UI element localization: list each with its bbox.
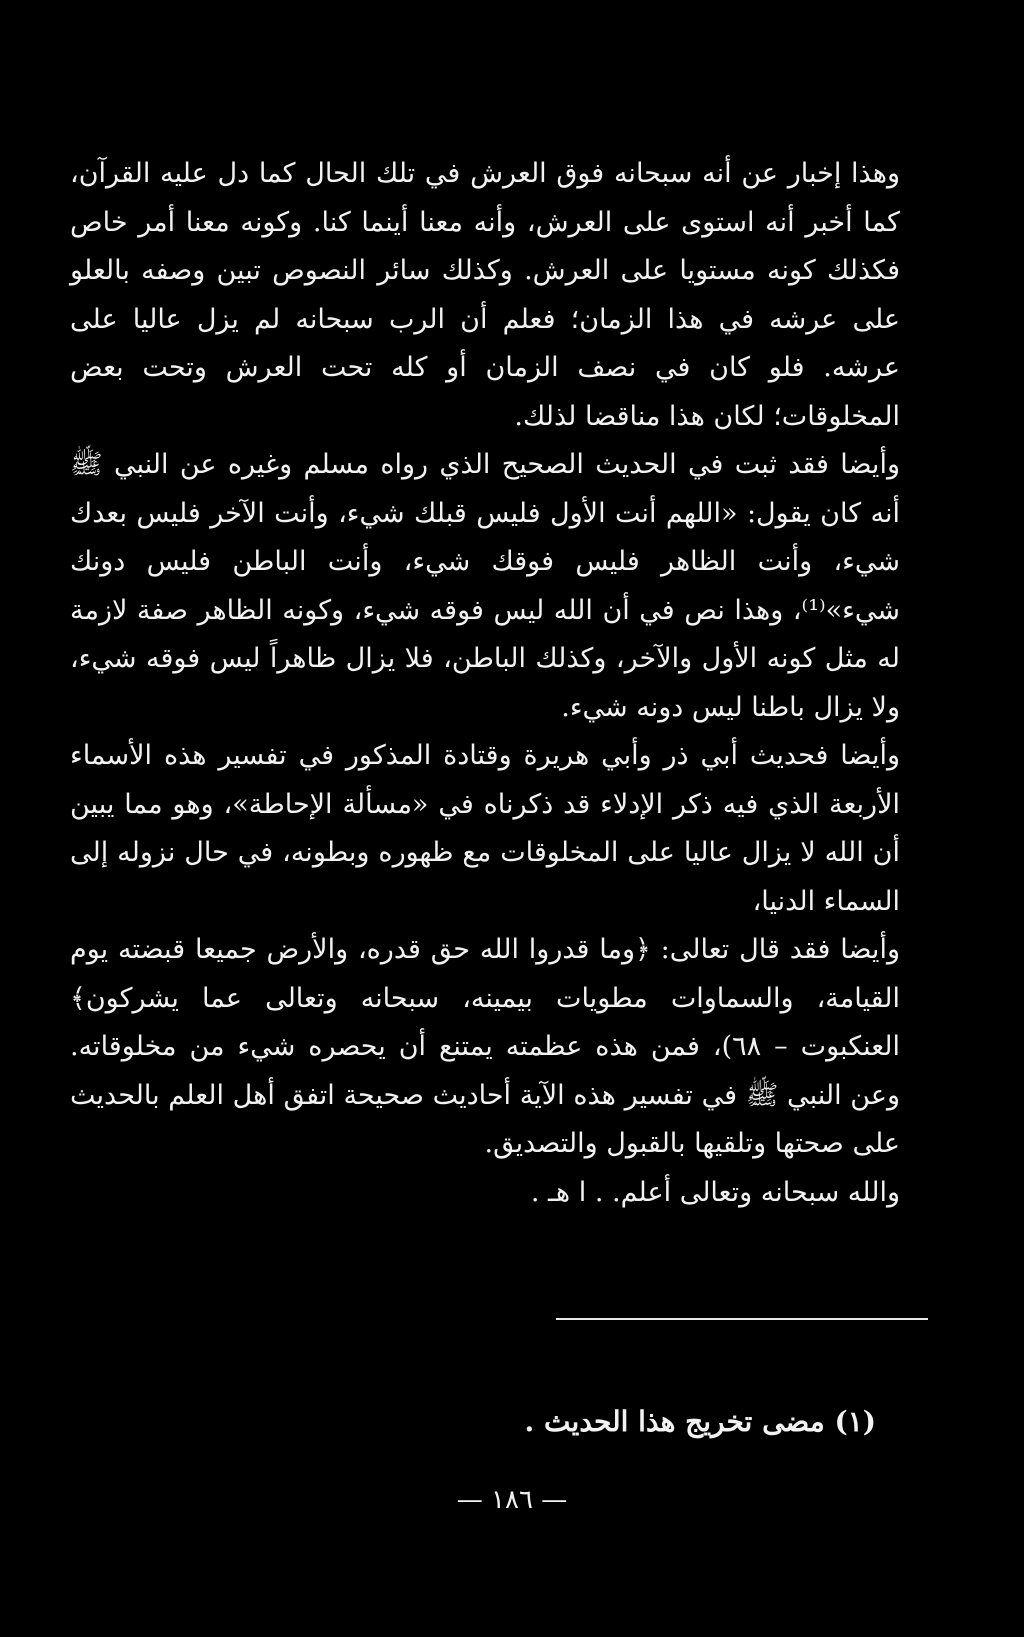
footnote-divider bbox=[556, 1318, 928, 1320]
paragraph-1: وهذا إخبار عن أنه سبحانه فوق العرش في تلك الحال كما دل عليه القرآن، كما أخبر أنه استوى على العرش، وأنه معنا أينما كنا. وكونه معنا أمر خاص فكذلك كونه مستويا على العرش. وكذلك سائر النصوص تبين وصفه بالعلو على عرشه في هذا الزمان؛ فعلم أن الرب سبحانه لم يزل عاليا على عرشه. فلو كان في نصف الزمان أو كله تحت العرش وتحت بعض المخلوقات؛ لكان هذا مناقضا لذلك. bbox=[70, 158, 901, 432]
paragraph-5: والله سبحانه وتعالى أعلم. . ا هـ . bbox=[530, 1176, 900, 1208]
paragraph-3: وأيضا فحديث أبي ذر وأبي هريرة وقتادة المذكور في تفسير هذه الأسماء الأربعة الذي فيه ذكر الإدلاء قد ذكرناه في «مسألة الإحاطة»، وهو مما يبين أن الله لا يزال عاليا على المخلوقات مع ظهوره وبطونه، في حال نزوله إلى السماء الدنيا، bbox=[70, 740, 900, 917]
paragraph-2: وأيضا فقد ثبت في الحديث الصحيح الذي رواه مسلم وغيره عن النبي ﷺ أنه كان يقول: «اللهم أنت الأول فليس قبلك شيء، وأنت الآخر فليس بعدك شيء، وأنت الظاهر فليس فوقك شيء، وأنت الباطن فليس دونك شيء»⁽¹⁾، وهذا نص في أن الله ليس فوقه شيء، وكونه الظاهر صفة لازمة له مثل كونه الأول والآخر، وكذلك الباطن، فلا يزال ظاهراً ليس فوقه شيء، ولا يزال باطنا ليس دونه شيء. bbox=[70, 449, 900, 723]
footnote: (١) مضى تخريج هذا الحديث . bbox=[524, 1405, 876, 1438]
page-number: — ١٨٦ — bbox=[456, 1485, 568, 1515]
paragraph-4: وأيضا فقد قال تعالى: ﴿وما قدروا الله حق قدره، والأرض جميعا قبضته يوم القيامة، والسماوات مطويات بيمينه، سبحانه وتعالى عما يشركون﴾ العنكبوت – ٦٨)، فمن هذه عظمته يمتنع أن يحصره شيء من مخلوقاته. وعن النبي ﷺ في تفسير هذه الآية أحاديث صحيحة اتفق أهل العلم بالحديث على صحتها وتلقيها بالقبول والتصديق. bbox=[70, 934, 901, 1159]
main-text bbox=[70, 150, 900, 1217]
